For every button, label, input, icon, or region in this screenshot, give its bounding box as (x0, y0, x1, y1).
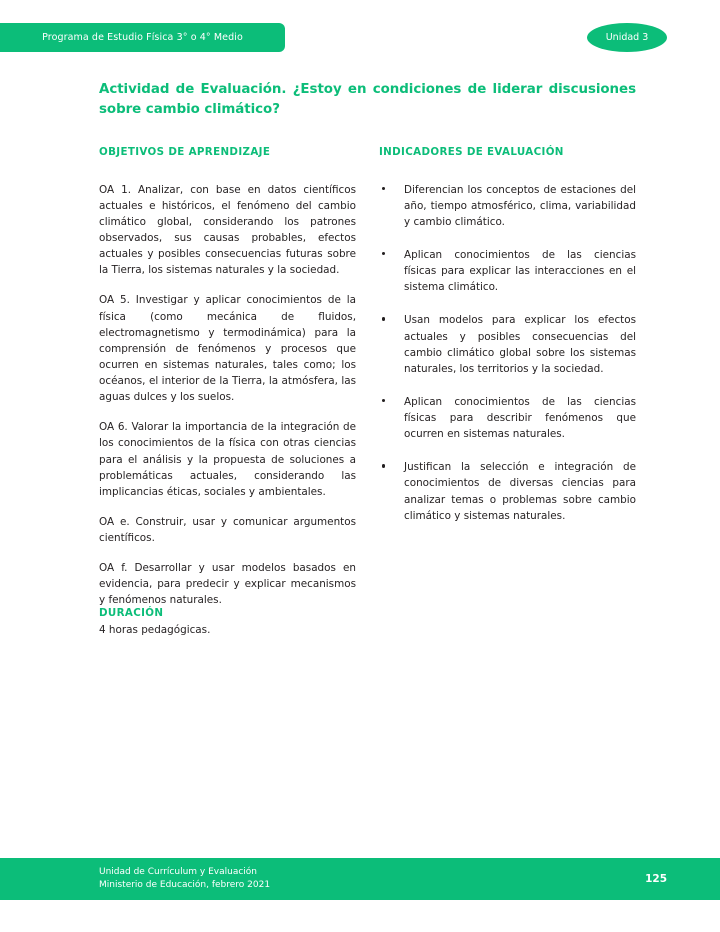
duration-value: 4 horas pedagógicas. (99, 624, 211, 636)
unit-badge (587, 23, 667, 52)
bullet-icon (382, 464, 385, 467)
bullet-icon (382, 252, 385, 255)
list-item-text: Aplican conocimientos de las ciencias físicas para describir fenómenos que ocurren en sistemas naturales. (404, 395, 636, 441)
evaluation-indicators-list (379, 182, 636, 524)
activity-title: Actividad de Evaluación. ¿Estoy en condiciones de liderar discusiones sobre cambio climático? (99, 82, 636, 117)
bullet-icon (382, 317, 385, 320)
footer-line-1: Unidad de Currículum y Evaluación (99, 866, 258, 877)
program-banner-label: Programa de Estudio Física 3° o 4° Medio (42, 32, 243, 43)
footer-line-2: Ministerio de Educación, febrero 2021 (99, 880, 271, 890)
duration-section (99, 607, 379, 638)
list-item-text: Usan modelos para explicar los efectos actuales y posibles consecuencias del cambio climático global sobre los sistemas naturales, los territorios y la sociedad. (404, 314, 636, 375)
learning-objectives-column (99, 146, 356, 609)
footer-content (99, 858, 667, 900)
learning-objectives-heading: OBJETIVOS DE APRENDIZAJE (99, 145, 271, 158)
learning-objective-item: OA 5. Investigar y aplicar conocimientos de la física (como mecánica de fluidos, electromagnetismo y termodinámica) para la comprensión de fenómenos y procesos que ocurren en sistemas naturales, tales como; los océanos, el interior de la Tierra, la atmósfera, las aguas dulces y los suelos. (99, 294, 356, 404)
unit-badge-label: Unidad 3 (605, 32, 649, 43)
bullet-icon (382, 399, 385, 402)
bullet-icon (382, 187, 385, 190)
page-footer (0, 858, 720, 900)
evaluation-indicators-heading: INDICADORES DE EVALUACIÓN (379, 145, 564, 158)
page-number: 125 (645, 873, 667, 885)
list-item (379, 312, 636, 377)
list-item-text: Diferencian los conceptos de estaciones del año, tiempo atmosférico, clima, variabilidad y cambio climático. (404, 183, 636, 228)
evaluation-indicators-column (379, 146, 636, 524)
list-item (379, 459, 636, 524)
program-banner (0, 23, 285, 52)
list-item (379, 247, 636, 295)
list-item-text: Justifican la selección e integración de conocimientos de diversas ciencias para analizar temas o problemas sobre cambio climático y sistemas naturales. (404, 461, 636, 522)
duration-heading: DURACIÓN (99, 607, 164, 619)
learning-objective-item: OA f. Desarrollar y usar modelos basados en evidencia, para predecir y explicar mecanismos y fenómenos naturales. (99, 562, 356, 607)
two-column-layout (99, 146, 636, 609)
list-item (379, 394, 636, 442)
learning-objective-item: OA e. Construir, usar y comunicar argumentos científicos. (99, 515, 356, 545)
list-item (379, 182, 636, 230)
page-content (99, 80, 636, 609)
list-item-text: Aplican conocimientos de las ciencias físicas para explicar las interacciones en el sistema climático. (404, 249, 636, 294)
learning-objective-item: OA 1. Analizar, con base en datos científicos actuales e históricos, el fenómeno del cambio climático global, considerando los patrones observados, sus causas probables, efectos actuales y posibles consecuencias futuras sobre la Tierra, los sistemas naturales y la sociedad. (99, 183, 356, 277)
learning-objective-item: OA 6. Valorar la importancia de la integración de los conocimientos de la física con otras ciencias para el análisis y la propuesta de soluciones a problemáticas actuales, considerando las implicancias éticas, sociales y ambientales. (99, 421, 356, 498)
footer-org (99, 866, 270, 893)
